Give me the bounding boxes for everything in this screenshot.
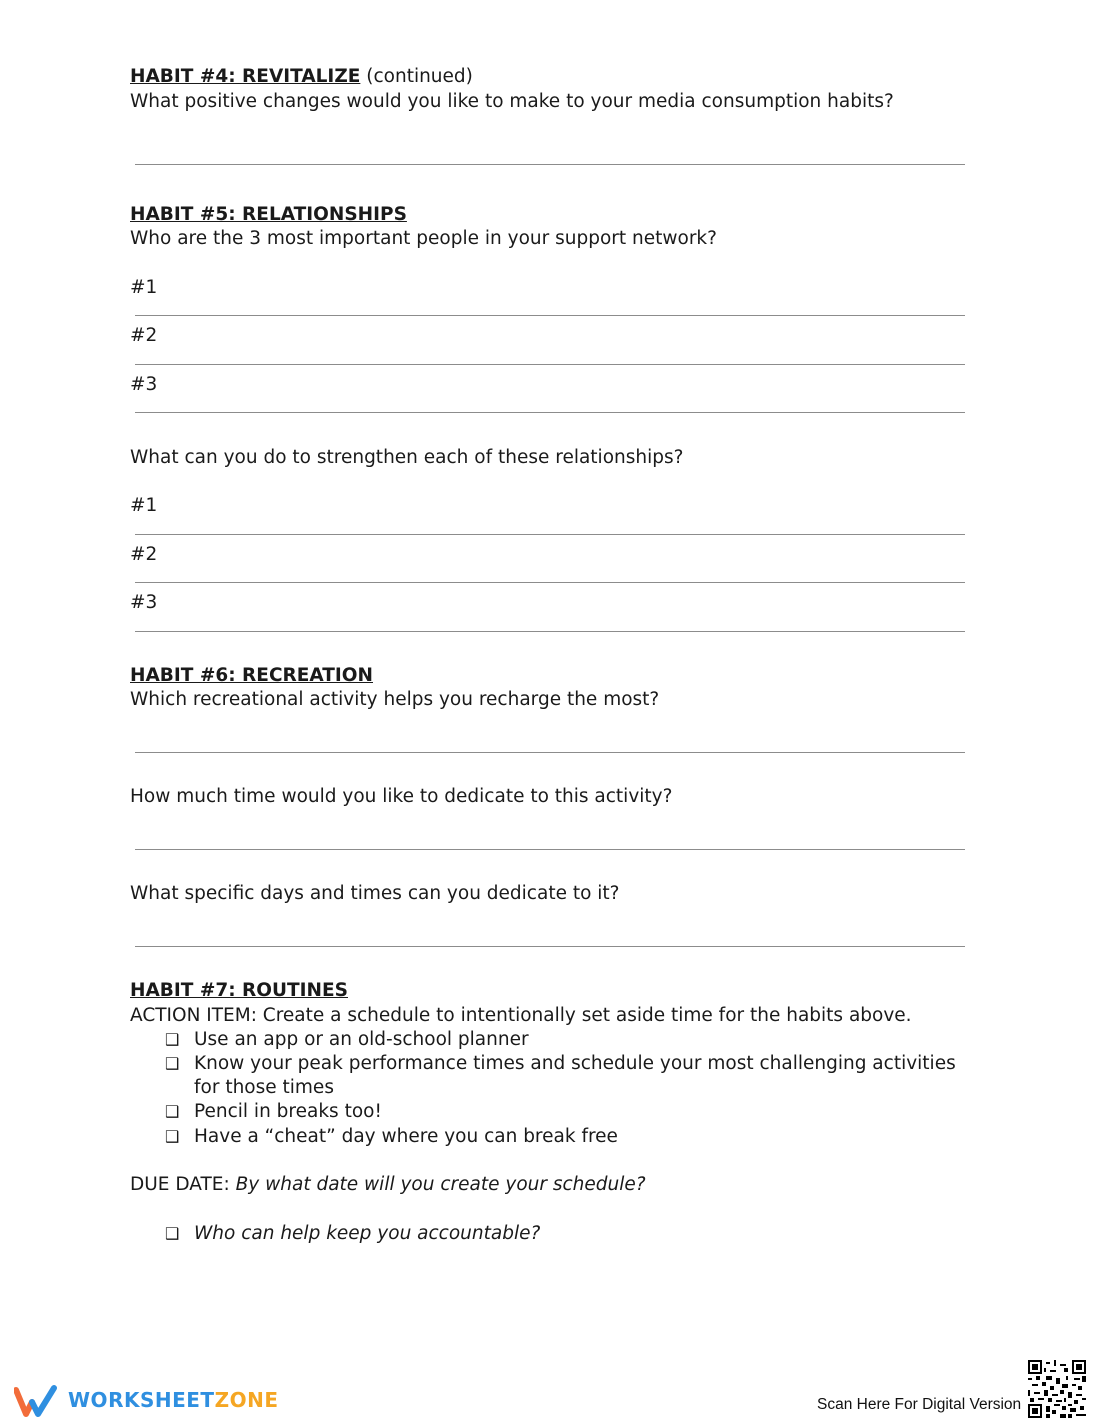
habit7-bullet-2: Know your peak performance times and schedule your most challenging activities <box>194 1053 956 1074</box>
habit5-q2-item-2: #2 <box>130 544 158 565</box>
checkbox-icon: ❑ <box>165 1102 180 1121</box>
checkbox-icon: ❑ <box>165 1030 180 1049</box>
checkbox-icon: ❑ <box>165 1127 180 1146</box>
habit7-heading: HABIT #7: ROUTINES <box>130 980 348 1001</box>
habit5-question-1: Who are the 3 most important people in your support network? <box>130 228 717 249</box>
habit4-heading: HABIT #4: REVITALIZE <box>130 66 361 87</box>
scan-caption: Scan Here For Digital Version <box>817 1396 1022 1413</box>
brand-name <box>68 1388 278 1412</box>
habit5-q1-answer-line-3[interactable] <box>135 412 965 413</box>
habit6-question-1: Which recreational activity helps you recharge the most? <box>130 689 660 710</box>
habit4-heading-line <box>130 65 473 89</box>
brand-name-part2: ZONE <box>214 1388 279 1412</box>
habit5-q2-answer-line-2[interactable] <box>135 582 965 583</box>
habit5-heading: HABIT #5: RELATIONSHIPS <box>130 204 407 225</box>
habit6-question-3: What specific days and times can you dedicate to it? <box>130 883 620 904</box>
habit5-q1-answer-line-2[interactable] <box>135 364 965 365</box>
habit5-q1-answer-line-1[interactable] <box>135 315 965 316</box>
habit5-q2-answer-line-3[interactable] <box>135 631 965 632</box>
habit4-answer-line[interactable] <box>135 164 965 165</box>
habit7-bullet-1: Use an app or an old-school planner <box>194 1029 529 1050</box>
due-date-label: DUE DATE: <box>130 1174 236 1195</box>
habit5-question-2: What can you do to strengthen each of these relationships? <box>130 447 684 468</box>
habit5-q1-item-2: #2 <box>130 325 158 346</box>
habit4-heading-suffix: (continued) <box>360 66 473 87</box>
habit5-q2-item-3: #3 <box>130 592 158 613</box>
habit7-bullet-3: Pencil in breaks too! <box>194 1101 382 1122</box>
due-date-question: By what date will you create your schedule? <box>235 1174 646 1195</box>
habit7-due-date <box>130 1173 646 1197</box>
habit6-heading: HABIT #6: RECREATION <box>130 665 373 686</box>
habit6-answer-line-1[interactable] <box>135 752 965 753</box>
habit5-q1-item-3: #3 <box>130 374 158 395</box>
habit7-action-item: ACTION ITEM: Create a schedule to intentionally set aside time for the habits above. <box>130 1005 912 1026</box>
brand-name-part1: WORKSHEET <box>68 1388 215 1412</box>
habit6-answer-line-3[interactable] <box>135 946 965 947</box>
habit7-bullet-4: Have a “cheat” day where you can break free <box>194 1126 618 1147</box>
checkbox-icon: ❑ <box>165 1224 180 1243</box>
habit5-q2-answer-line-1[interactable] <box>135 534 965 535</box>
habit5-q2-item-1: #1 <box>130 495 158 516</box>
checkbox-icon: ❑ <box>165 1054 180 1073</box>
habit6-question-2: How much time would you like to dedicate to this activity? <box>130 786 673 807</box>
habit6-answer-line-2[interactable] <box>135 849 965 850</box>
habit7-bullet-2-continued: for those times <box>194 1077 334 1098</box>
qr-code-icon[interactable] <box>1028 1360 1086 1418</box>
habit5-q1-item-1: #1 <box>130 277 158 298</box>
habit7-accountable-question: Who can help keep you accountable? <box>194 1223 541 1244</box>
habit4-question: What positive changes would you like to make to your media consumption habits? <box>130 91 894 112</box>
worksheetzone-logo-icon <box>14 1384 60 1418</box>
